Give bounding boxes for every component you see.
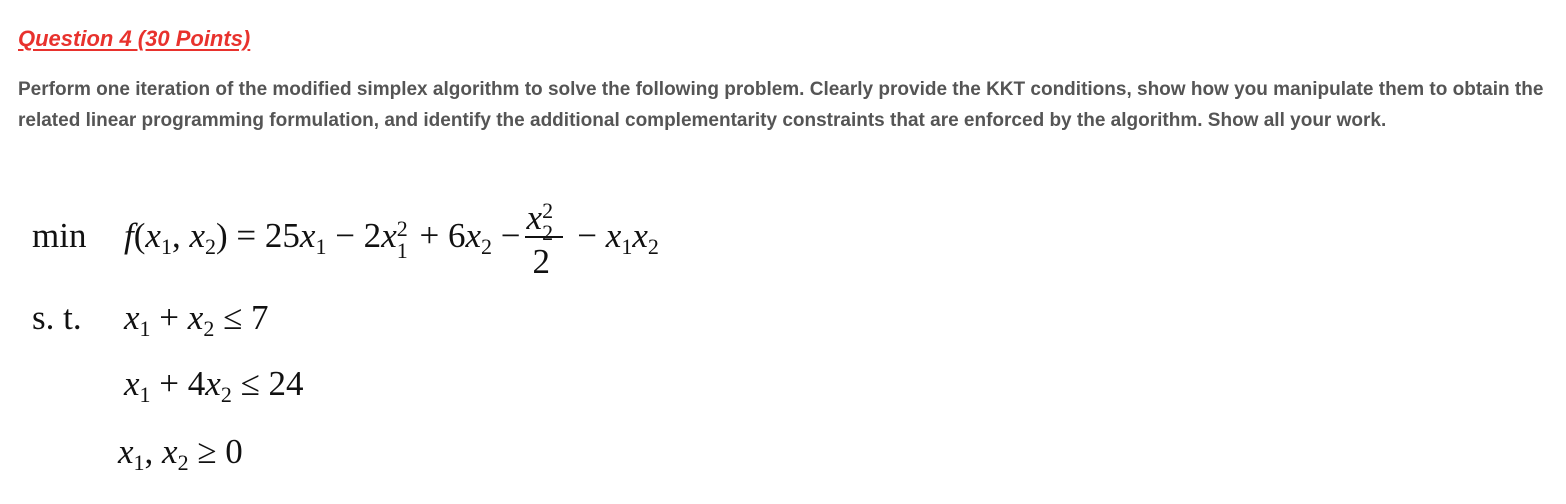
subject-to-label: s. t. [32,298,82,337]
constraint-1: $x_1 + x_2 \le 7$ [124,298,269,341]
fraction-x2-squared-over-2: x 2 2 2 [525,246,565,247]
min-label: min [32,216,87,255]
constraint-2: $x_1 + 4x_2 \le 24$ [124,364,304,407]
constraint-nonnegativity: $x_1$, $x_2 \ge 0$ [118,432,243,475]
objective-function: $f(x_1$, $x_2) = 25x_1 - 2x$ 2 1 + $6x_2$ − x 2 2 2 − $x_1x_2$ [124,198,659,281]
question-prompt: Perform one iteration of the modified simplex algorithm to solve the following problem. Clearly provide the KKT conditions, show how you manipulate them to obtain the related linear programming formulation, and identify the additional complementarity constraints that are enforced by the algorithm. Show all your work. [18,79,1544,131]
question-heading: Question 4 (30 Points) [18,26,251,51]
